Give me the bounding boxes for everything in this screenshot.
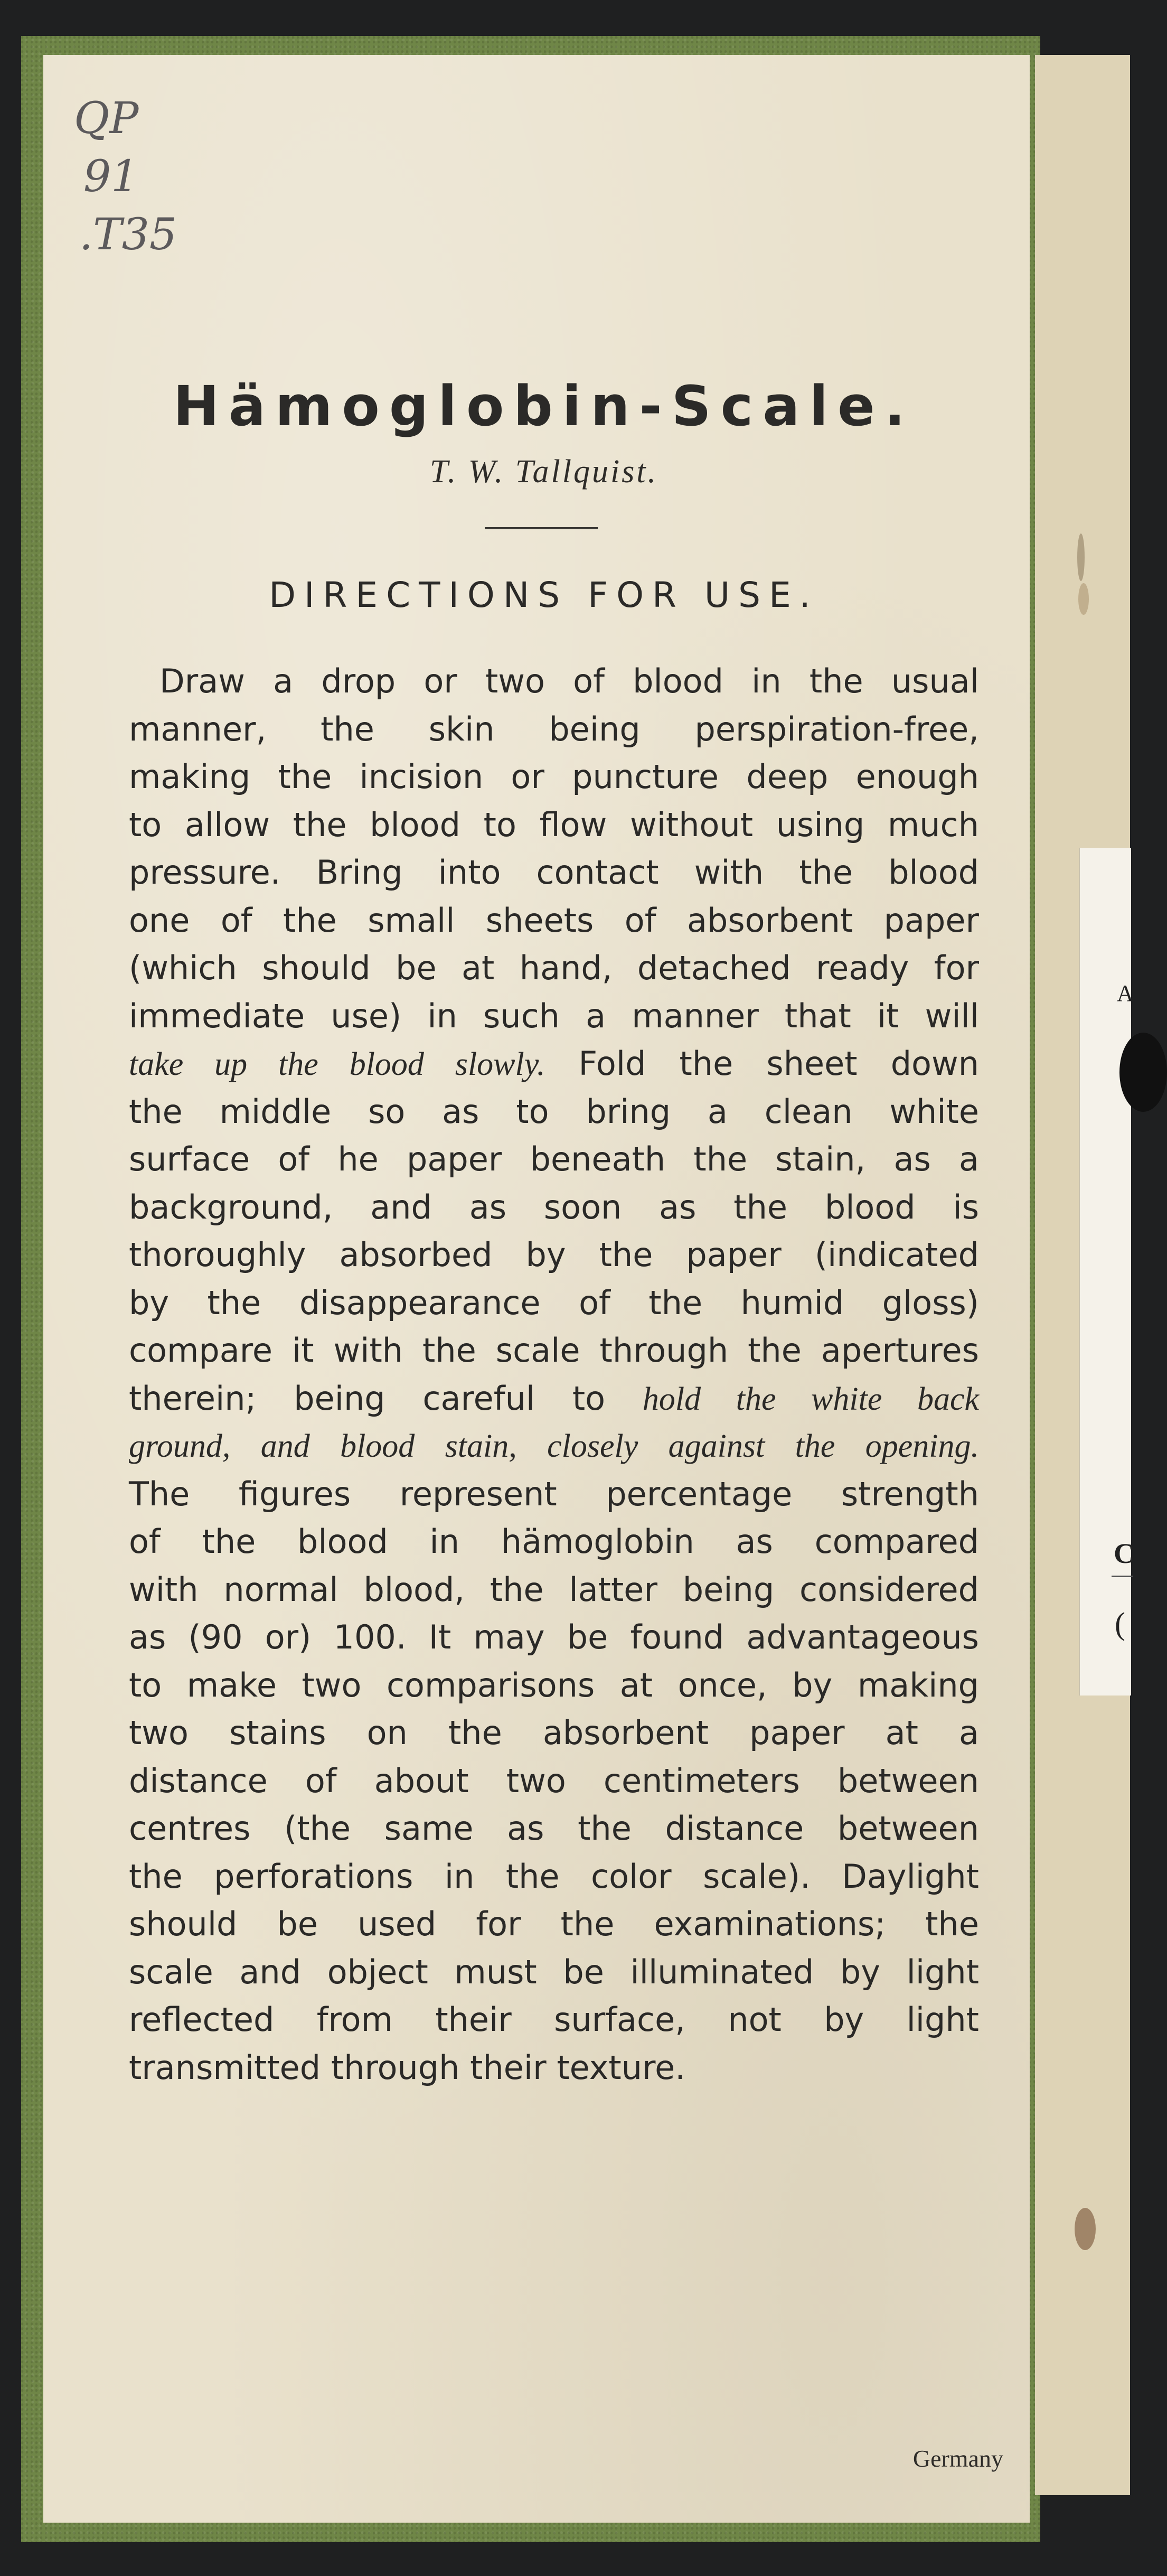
text-line: background, and as soon as the blood is bbox=[129, 1187, 979, 1226]
text-line: as (90 or) 100. It may be found advantageous bbox=[129, 1618, 979, 1656]
text-line bbox=[129, 1040, 979, 1088]
text-line: one of the small sheets of absorbent paper bbox=[129, 901, 979, 940]
text-fragment: therein; being careful to bbox=[129, 1379, 606, 1418]
text-line: with normal blood, the latter being considered bbox=[129, 1570, 979, 1609]
text-line: compare it with the scale through the apertures bbox=[129, 1331, 979, 1370]
text-line: to allow the blood to flow without using much bbox=[129, 805, 979, 844]
call-number-line-3: .T35 bbox=[79, 210, 177, 260]
page-title: Hämoglobin-Scale. bbox=[173, 374, 915, 438]
paper-stain-3 bbox=[1077, 533, 1085, 581]
directions-text bbox=[129, 658, 979, 2092]
text-line: Draw a drop or two of blood in the usual bbox=[159, 662, 979, 700]
insert-letter-a: A bbox=[1117, 980, 1134, 1006]
italic-phrase: hold the white back bbox=[642, 1381, 979, 1417]
call-number-handwritten bbox=[74, 90, 177, 264]
italic-phrase: take up the blood slowly. bbox=[129, 1046, 545, 1082]
text-line: pressure. Bring into contact with the blood bbox=[129, 853, 979, 892]
text-line: centres (the same as the distance between bbox=[129, 1809, 979, 1848]
text-line: the middle so as to bring a clean white bbox=[129, 1092, 979, 1131]
text-line: by the disappearance of the humid gloss) bbox=[129, 1283, 979, 1322]
text-line: transmitted through their texture. bbox=[129, 2048, 685, 2087]
paper-stain-2 bbox=[1075, 2208, 1096, 2250]
call-number-line-2: 91 bbox=[83, 152, 139, 202]
text-line: two stains on the absorbent paper at a bbox=[129, 1713, 979, 1752]
insert-letter-c: C bbox=[1114, 1538, 1134, 1569]
text-line bbox=[129, 1375, 979, 1423]
text-line: should be used for the examinations; the bbox=[129, 1905, 979, 1943]
insert-rule bbox=[1112, 1576, 1133, 1577]
section-heading: DIRECTIONS FOR USE. bbox=[269, 575, 819, 615]
author-name: T. W. Tallquist. bbox=[429, 454, 658, 490]
inserted-card bbox=[1079, 848, 1134, 1696]
insert-paren: ( bbox=[1115, 1606, 1125, 1641]
text-line: making the incision or puncture deep enough bbox=[129, 757, 979, 796]
paper-stain bbox=[1078, 583, 1089, 615]
text-line: surface of he paper beneath the stain, as a bbox=[129, 1140, 979, 1178]
text-line: the perforations in the color scale). Daylight bbox=[129, 1857, 979, 1896]
title-divider bbox=[485, 527, 598, 529]
insert-black-mark bbox=[1119, 1033, 1167, 1112]
text-fragment: Fold the sheet down bbox=[578, 1044, 979, 1083]
text-line: to make two comparisons at once, by making bbox=[129, 1665, 979, 1704]
text-line: reflected from their surface, not by light bbox=[129, 2000, 979, 2039]
text-line: scale and object must be illuminated by light bbox=[129, 1952, 979, 1991]
footer-country: Germany bbox=[912, 2445, 1003, 2472]
text-line: thoroughly absorbed by the paper (indicated bbox=[129, 1235, 979, 1274]
text-line: distance of about two centimeters between bbox=[129, 1761, 979, 1800]
call-number-line-1: QP bbox=[74, 93, 139, 144]
text-line-italic: ground, and blood stain, closely against the opening. bbox=[129, 1428, 979, 1464]
text-line: The figures represent percentage strength bbox=[129, 1474, 979, 1513]
text-line: of the blood in hämoglobin as compared bbox=[129, 1522, 979, 1561]
text-line: manner, the skin being perspiration-free, bbox=[129, 709, 979, 748]
text-line: (which should be at hand, detached ready for bbox=[129, 949, 979, 987]
text-line: immediate use) in such a manner that it will bbox=[129, 996, 979, 1035]
